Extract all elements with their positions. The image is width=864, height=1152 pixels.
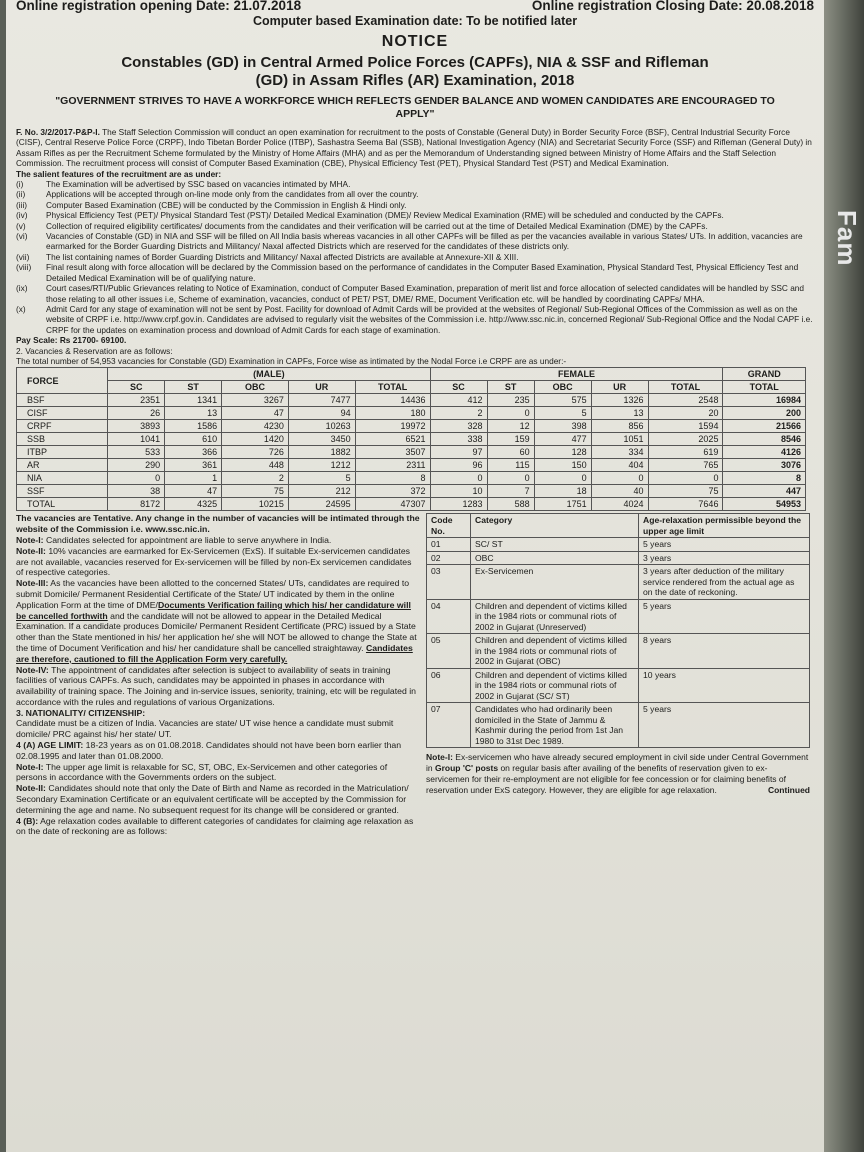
vacancy-table-body [17,394,806,511]
male-value: 2311 [355,459,430,472]
female-value: 588 [487,498,534,511]
vacancies-total-line: The total number of 54,953 vacancies for Constable (GD) Examination in CAPFs, Force wise as intimated by the Nodal Force i.e CRPF are as under:- [16,355,567,366]
female-value: 0 [534,472,591,485]
note-1-label: Note-I: [16,534,44,545]
feature-number: (ix) [16,283,28,294]
male-value: 533 [108,446,165,459]
male-value: 3507 [355,446,430,459]
table-row [427,538,810,552]
male-col-header: SC [108,381,165,394]
female-value: 7646 [648,498,723,511]
male-value: 6521 [355,433,430,446]
note-3-text-d: Candidates are therefore, cautioned to fill the Application Form very carefully. [16,642,413,664]
feature-number: (vii) [16,251,30,262]
male-value: 47307 [355,498,430,511]
female-value: 18 [534,485,591,498]
male-value: 1041 [108,433,165,446]
force-name: ITBP [17,446,108,459]
female-value: 404 [591,459,648,472]
age-category-cell: SC/ ST [471,538,639,552]
female-value: 115 [487,459,534,472]
male-value: 610 [165,433,222,446]
table-row [427,565,810,600]
registration-dates [16,0,814,13]
male-value: 94 [288,407,355,420]
female-value: 7 [487,485,534,498]
male-value: 290 [108,459,165,472]
feature-text: Computer Based Examination (CBE) will be conducted by the Commission in English & Hindi only. [46,199,407,210]
relaxation-header: Age-relaxation permissible beyond the upper age limit [639,514,810,538]
male-value: 26 [108,407,165,420]
female-value: 0 [487,407,534,420]
female-value: 0 [648,472,723,485]
male-value: 1420 [222,433,289,446]
exs-note-text-c: on regular basis after availing of the benefits of reservation given to ex-servicemen for their re-employment are not eligible for fee concession or for claiming benefits of reservation under ExS category. However, they are eligible for age relaxation. [426,763,787,795]
female-value: 619 [648,446,723,459]
feature-text: Vacancies of Constable (GD) in NIA and SSF will be filled on All India basis whereas vacancies in all other CAPFs will be filled as per the vacancies available in various States/ UTs. In addition, vacancies are earmarked for the Border Guarding Districts and Militancy/ Naxal affected Districts which are reserved for the candidates of these districts only. [46,231,803,252]
male-value: 1212 [288,459,355,472]
exs-note-text-b: Group 'C' posts [435,763,499,774]
female-value: 856 [591,420,648,433]
cbe-date: Computer based Examination date: To be notified later [252,14,578,28]
table-row [17,433,806,446]
feature-number: (x) [16,303,26,314]
table-row [427,599,810,634]
note-2-label: Note-II: [16,545,46,556]
male-value: 4325 [165,498,222,511]
age-relaxation-table [426,513,810,748]
note-1 [16,535,420,546]
age-relax-cell: 10 years [639,668,810,703]
age-code-cell: 07 [427,703,471,748]
grand-total-value: 54953 [723,498,806,511]
age-code-cell: 02 [427,551,471,565]
table-row [427,551,810,565]
age-table-header [427,514,810,538]
age-category-cell: Candidates who had ordinarily been domiciled in the State of Jammu & Kashmir during the period from 1st Jan 1980 to 31st Dec 1989. [471,703,639,748]
exam-title-line2: (GD) in Assam Rifles (AR) Examination, 2018 [255,72,575,89]
feature-number: (i) [16,179,24,190]
female-value: 765 [648,459,723,472]
male-value: 372 [355,485,430,498]
nationality-text: Candidate must be a citizen of India. Vacancies are state/ UT wise hence a candidate must submit domicile/ PRC against his/ her state/ UT. [16,718,394,740]
female-value: 412 [430,394,487,407]
female-value: 328 [430,420,487,433]
male-value: 1586 [165,420,222,433]
grand-total-value: 8546 [723,433,806,446]
note-4 [16,665,420,708]
exam-title [16,54,814,90]
age-category-cell: Children and dependent of victims killed in the 1984 riots or communal riots of 2002 in Gujarat (Unreserved) [471,599,639,634]
female-value: 334 [591,446,648,459]
category-header: Category [471,514,639,538]
male-value: 448 [222,459,289,472]
age-code-cell: 05 [427,634,471,669]
age-relax-cell: 5 years [639,538,810,552]
note-4-text: The appointment of candidates after selection is subject to availability of seats in training facilities of various CAPFs. As such, candidates may be appointed in phases in accordance with availability of training space. The Joining and in-service issues, seniority, training, etc will be regulated in accordance with the rules and regulations of various Organizations. [16,664,416,707]
intro-paragraph [16,127,814,169]
male-value: 7477 [288,394,355,407]
feature-number: (v) [16,220,26,231]
female-value: 1594 [648,420,723,433]
features-heading: The salient features of the recruitment are as under: [16,168,222,179]
note-2 [16,546,420,578]
grand-total-value: 4126 [723,446,806,459]
feature-number: (vi) [16,231,28,242]
female-value: 2 [430,407,487,420]
closing-date: Online registration Closing Date: 20.08.2018 [531,0,814,13]
age-limit-text: 18-23 years as on 01.08.2018. Candidates should not have been born earlier than 02.08.1995 and later than 01.08.2000. [16,740,402,761]
male-value: 366 [165,446,222,459]
male-value: 3267 [222,394,289,407]
male-value: 2351 [108,394,165,407]
age-relax-cell: 3 years [639,551,810,565]
feature-text: Physical Efficiency Test (PET)/ Physical Standard Test (PST)/ Detailed Medical Examination (DME)/ Review Medical Examination (RME) will be scheduled and conducted by the CAPFs. [46,210,724,221]
table-row [17,446,806,459]
feature-item [16,210,814,220]
male-col-header: TOTAL [355,381,430,394]
female-value: 4024 [591,498,648,511]
female-col-header: TOTAL [648,381,723,394]
age-relax-cell: 3 years after deduction of the military service rendered from the actual age as on the date of reckoning. [639,565,810,600]
male-value: 13 [165,407,222,420]
feature-text: Collection of required eligibility certificates/ documents from the candidates and their verification will be carried out at the time of Detailed Medical Examination (DME) by the CAPFs. [46,220,708,231]
note-4-label: Note-IV: [16,664,49,675]
age-note-2-text: Candidates should note that only the Date of Birth and Name as recorded in the Matriculation/ Secondary Examination Certificate or an equivalent certificate will be accepted by the Commission for determining the age and name. No subsequent request for its change will be considered or granted. [16,783,409,815]
exam-title-line1: Constables (GD) in Central Armed Police Forces (CAPFs), NIA & SSF and Rifleman [121,54,709,71]
male-value: 38 [108,485,165,498]
note-1-text: Candidates selected for appointment are liable to serve anywhere in India. [45,534,332,545]
male-value: 10263 [288,420,355,433]
table-row [427,703,810,748]
female-value: 96 [430,459,487,472]
feature-text: Admit Card for any stage of examination will not be sent by Post. Facility for download of Admit Cards will be provided at the websites of Regional/ Sub-Regional Offices of the Commission as well as on the website of CRPF i.e. http://www.crpf.gov.in. Candidates are advised to regularly visit the websites of the Commission i.e. http://www.ssc.nic.in, concerned Regional/ Sub-Regional Office and the Nodal CAPF i.e. CRPF for the updates on examination process and download of Admit Cards for each stage of examination. [46,303,813,335]
male-value: 10215 [222,498,289,511]
table-row [17,407,806,420]
age-limit-heading: 4 (A) AGE LIMIT: [16,740,84,751]
male-value: 1 [165,472,222,485]
feature-text: The list containing names of Border Guarding Districts and Militancy/ Naxal affected Districts are available at Annexure-XII & XIII. [46,251,519,262]
age-note-1-label: Note-I: [16,761,44,772]
female-value: 0 [591,472,648,485]
female-value: 159 [487,433,534,446]
code-header: Code No. [427,514,471,538]
male-value: 47 [222,407,289,420]
feature-item [16,200,814,210]
female-value: 1051 [591,433,648,446]
grand-total-value: 447 [723,485,806,498]
grand-total-value: 200 [723,407,806,420]
feature-number: (ii) [16,189,26,200]
note-3-text-b: Documents Verification failing which his/ her candidature will be cancelled forthwith [16,599,411,621]
note-3-text-c: and the candidate will not be allowed to appear in the Detailed Medical Examination. If a candidate produces Domicile/ Permanent Resident Certificate (PRC) issued by a State other than the State mentioned in his/ her application he/ she will NOT be allowed to change the State at the time of Document Verification and his/ her candidature shall be cancelled straightaway. [16,610,417,653]
female-value: 1326 [591,394,648,407]
age-note-1-text: The upper age limit is relaxable for SC, ST, OBC, Ex-Servicemen and other categories of persons in accordance with the Governments orders on the subject. [16,761,388,783]
exs-note-label: Note-I: [426,752,453,763]
table-row [17,459,806,472]
male-col-header: UR [288,381,355,394]
grand-total-value: 3076 [723,459,806,472]
feature-text: The Examination will be advertised by SSC based on vacancies intimated by MHA. [46,179,351,190]
female-value: 2548 [648,394,723,407]
opening-date: Online registration opening Date: 21.07.2018 [16,0,302,13]
male-value: 14436 [355,394,430,407]
adjacent-page-text: Fam [832,210,862,267]
male-value: 8 [355,472,430,485]
age-relax-cell: 5 years [639,703,810,748]
feature-item [16,283,814,304]
note-3-label: Note-III: [16,578,49,589]
male-value: 1341 [165,394,222,407]
force-header: FORCE [17,368,108,394]
female-value: 75 [648,485,723,498]
female-value: 12 [487,420,534,433]
male-header: (MALE) [108,368,430,381]
female-value: 128 [534,446,591,459]
vacancy-table-header-row2 [17,381,806,394]
female-col-header: UR [591,381,648,394]
feature-number: (viii) [16,262,32,273]
male-value: 1882 [288,446,355,459]
force-name: TOTAL [17,498,108,511]
grand-total-value: 21566 [723,420,806,433]
grand-total-value: 16984 [723,394,806,407]
male-value: 3893 [108,420,165,433]
grand-header: GRAND [723,368,806,381]
female-value: 2025 [648,433,723,446]
age-category-cell: OBC [471,551,639,565]
left-notes-column [16,513,426,837]
male-value: 180 [355,407,430,420]
note-3-text-a: As the vacancies have been allotted to the concerned States/ UTs, candidates are required to submit Domicile/ Permanent Residential Certificate of the State/ UT indicated by them in the online Application Form at the time of DME/ [16,578,410,610]
table-row [17,498,806,511]
female-value: 10 [430,485,487,498]
age-table-body [427,538,810,748]
vacancies-heading: 2. Vacancies & Reservation are as follows: [16,345,173,356]
feature-item [16,304,814,335]
exs-note [426,752,810,795]
table-row [427,668,810,703]
male-value: 0 [108,472,165,485]
feature-item [16,231,814,252]
feature-item [16,189,814,199]
female-value: 40 [591,485,648,498]
male-value: 212 [288,485,355,498]
age-limit [16,740,420,762]
female-value: 13 [591,407,648,420]
continued-label: Continued [767,784,810,795]
age-code-cell: 04 [427,599,471,634]
age-note-2-label: Note-II: [16,783,46,794]
force-name: SSB [17,433,108,446]
female-value: 477 [534,433,591,446]
female-col-header: OBC [534,381,591,394]
intro-text: The Staff Selection Commission will conduct an open examination for recruitment to the posts of Constable (General Duty) in Border Security Force (BSF), Central Industrial Security Force (CISF), Central Reserve Police Force (CRPF), Indo Tibetan Border Police (ITBP), Sashastra Seema Bal (SSB), National Investigation Agency (NIA) and Secretariat Security Force (SSF) and Rifleman (General Duty) in Assam Rifles as per the Recruitment Scheme formulated by the Ministry of Home Affairs (MHA) and as per the Memorandum of Understanding signed between Ministry of Home Affairs and the Staff Selection Commission. The recruitment process will consist of Computer Based Examination (CBE), Physical Efficiency Test (PET), Physical Standard Test (PST) and Medical Examination. [16,127,812,169]
female-value: 0 [487,472,534,485]
female-value: 0 [430,472,487,485]
female-value: 575 [534,394,591,407]
female-value: 1751 [534,498,591,511]
feature-item [16,179,814,189]
age-note-1 [16,762,420,784]
male-value: 5 [288,472,355,485]
male-value: 3450 [288,433,355,446]
age-category-cell: Children and dependent of victims killed in the 1984 riots or communal riots of 2002 in Gujarat (OBC) [471,634,639,669]
female-value: 398 [534,420,591,433]
feature-item [16,262,814,283]
male-value: 75 [222,485,289,498]
age-relaxation-column [426,513,810,837]
female-value: 150 [534,459,591,472]
age-b-label: 4 (B): [16,815,39,826]
male-value: 8172 [108,498,165,511]
feature-number: (iv) [16,210,28,221]
note-2-text: 10% vacancies are earmarked for Ex-Servicemen (ExS). If suitable Ex-servicemen candidates are not available, vacancies reserved for Ex-servicemen will be filled by non-Ex servicemen candidates of respective categories. [16,545,412,578]
age-relaxation-intro [16,816,420,838]
features-list [16,179,814,335]
age-category-cell: Children and dependent of victims killed in the 1984 riots or communal riots of 2002 in Gujarat (SC/ ST) [471,668,639,703]
male-value: 726 [222,446,289,459]
male-value: 4230 [222,420,289,433]
file-number: F. No. 3/2/2017-P&P-I. [16,127,100,137]
table-row [17,420,806,433]
female-value: 338 [430,433,487,446]
force-name: NIA [17,472,108,485]
force-name: CRPF [17,420,108,433]
lower-section [16,513,814,837]
feature-item [16,221,814,231]
male-value: 2 [222,472,289,485]
feature-text: Applications will be accepted through on-line mode only from the candidates from all over the country. [46,189,419,200]
table-row [17,394,806,407]
female-header: FEMALE [430,368,723,381]
grand-total-header: TOTAL [723,381,806,394]
age-category-cell: Ex-Servicemen [471,565,639,600]
notice-heading: NOTICE [381,33,449,50]
force-name: AR [17,459,108,472]
force-name: CISF [17,407,108,420]
female-value: 20 [648,407,723,420]
female-value: 1283 [430,498,487,511]
age-relax-cell: 5 years [639,599,810,634]
female-value: 235 [487,394,534,407]
age-code-cell: 03 [427,565,471,600]
male-col-header: ST [165,381,222,394]
male-value: 24595 [288,498,355,511]
tentative-note: The vacancies are Tentative. Any change in the number of vacancies will be intimated through the website of the Commission i.e. www.ssc.nic.in. [16,513,420,535]
vacancy-table-header-row1 [17,368,806,381]
female-value: 5 [534,407,591,420]
table-row [427,634,810,669]
female-value: 60 [487,446,534,459]
table-row [17,485,806,498]
age-b-text: Age relaxation codes available to different categories of candidates for claiming age relaxation as on the date of reckoning are as follows: [16,815,414,837]
female-col-header: ST [487,381,534,394]
table-row [17,472,806,485]
exs-note-text-a: Ex-servicemen who have already secured employment in civil side under Central Government in [426,752,809,774]
pay-scale: Pay Scale: Rs 21700- 69100. [16,335,127,346]
female-col-header: SC [430,381,487,394]
force-name: BSF [17,394,108,407]
male-value: 47 [165,485,222,498]
male-value: 19972 [355,420,430,433]
feature-text: Court cases/RTI/Public Grievances relating to Notice of Examination, conduct of Computer Based Examination, preparation of merit list and force allocation of selected candidates will be handled by SSC and those relating to all other issues i.e, Scheme of examination, vacancies, conduct of PET/ PST, DME/ RME, Document Verification etc. will be handled by coordinating CAPFs/ MHA. [46,283,805,304]
feature-item [16,252,814,262]
feature-number: (iii) [16,199,28,210]
note-3 [16,578,420,664]
vacancy-table [16,367,806,511]
feature-text: Final result along with force allocation will be declared by the Commission based on the performance of candidates in the Computer Based Examination, Physical Standard Test, Physical Efficiency Test and Detailed Medical Examination will be of qualifying nature. [46,262,799,283]
grand-total-value: 8 [723,472,806,485]
age-note-2 [16,783,420,815]
male-col-header: OBC [222,381,289,394]
adjacent-page-edge [824,0,864,1152]
age-relax-cell: 8 years [639,634,810,669]
force-name: SSF [17,485,108,498]
newspaper-page [6,0,824,1152]
nationality-heading: 3. NATIONALITY/ CITIZENSHIP: [16,707,146,718]
age-code-cell: 06 [427,668,471,703]
age-code-cell: 01 [427,538,471,552]
female-value: 97 [430,446,487,459]
male-value: 361 [165,459,222,472]
gender-balance-slogan: "GOVERNMENT STRIVES TO HAVE A WORKFORCE WHICH REFLECTS GENDER BALANCE AND WOMEN CANDIDATES ARE ENCOURAGED TO APPLY" [55,95,775,120]
